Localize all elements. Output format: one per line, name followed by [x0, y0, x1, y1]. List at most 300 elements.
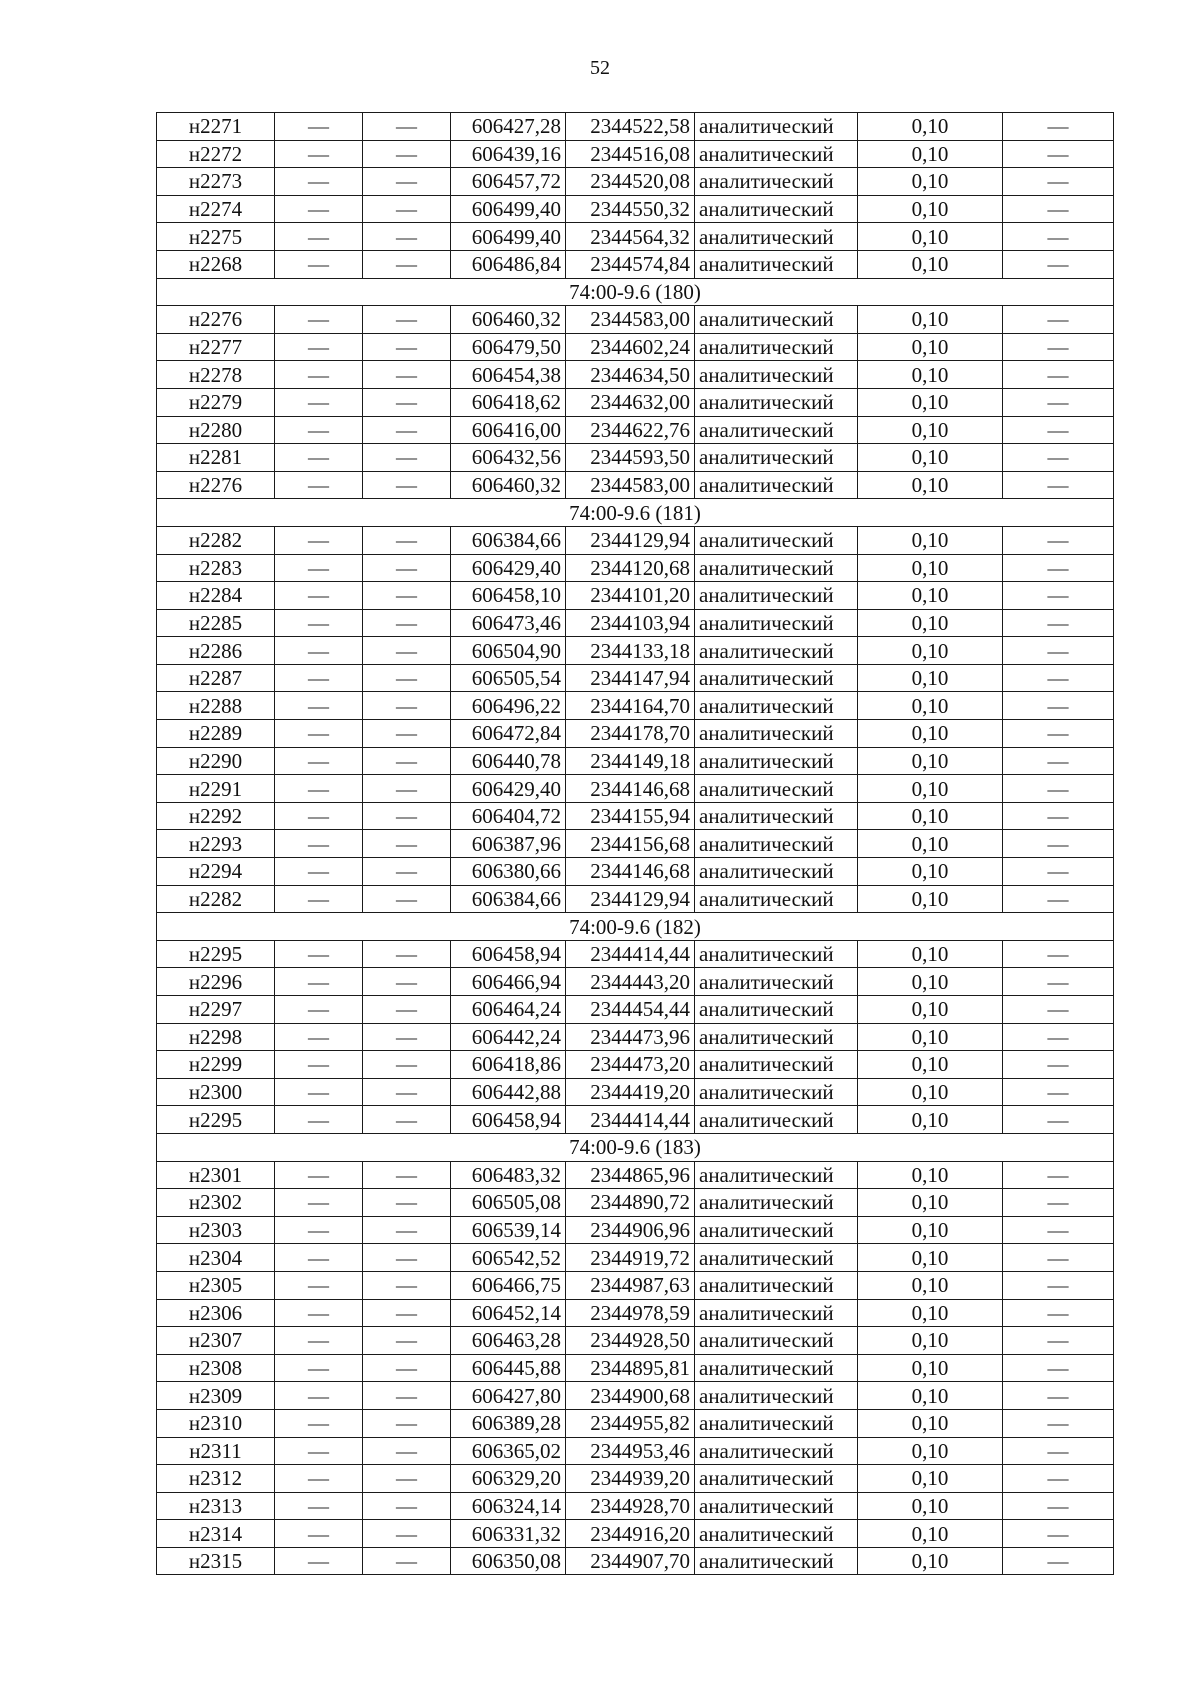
table-row — [157, 637, 1114, 665]
point-name-cell: н2276 — [157, 306, 275, 334]
description-cell: — — [1003, 1409, 1114, 1437]
accuracy-cell: 0,10 — [858, 1189, 1003, 1217]
point-name-cell: н2300 — [157, 1078, 275, 1106]
method-cell: аналитический — [695, 168, 858, 196]
new-x-cell: 606365,02 — [451, 1437, 566, 1465]
new-y-cell: 2344550,32 — [566, 195, 695, 223]
old-y-cell: — — [363, 664, 451, 692]
point-name-cell: н2283 — [157, 554, 275, 582]
new-y-cell: 2344443,20 — [566, 968, 695, 996]
accuracy-cell: 0,10 — [858, 609, 1003, 637]
new-x-cell: 606483,32 — [451, 1161, 566, 1189]
point-name-cell: н2298 — [157, 1023, 275, 1051]
old-x-cell: — — [275, 250, 363, 278]
method-cell: аналитический — [695, 720, 858, 748]
new-x-cell: 606350,08 — [451, 1547, 566, 1575]
table-row — [157, 1437, 1114, 1465]
description-cell: — — [1003, 1216, 1114, 1244]
table-row — [157, 747, 1114, 775]
old-x-cell: — — [275, 1547, 363, 1575]
new-x-cell: 606384,66 — [451, 526, 566, 554]
accuracy-cell: 0,10 — [858, 1051, 1003, 1079]
method-cell: аналитический — [695, 223, 858, 251]
old-y-cell: — — [363, 1492, 451, 1520]
description-cell: — — [1003, 692, 1114, 720]
point-name-cell: н2294 — [157, 858, 275, 886]
method-cell: аналитический — [695, 306, 858, 334]
point-name-cell: н2290 — [157, 747, 275, 775]
point-name-cell: н2293 — [157, 830, 275, 858]
table-row — [157, 1465, 1114, 1493]
new-x-cell: 606418,62 — [451, 388, 566, 416]
description-cell: — — [1003, 113, 1114, 141]
table-row — [157, 609, 1114, 637]
new-y-cell: 2344953,46 — [566, 1437, 695, 1465]
point-name-cell: н2281 — [157, 444, 275, 472]
point-name-cell: н2299 — [157, 1051, 275, 1079]
new-y-cell: 2344155,94 — [566, 802, 695, 830]
accuracy-cell: 0,10 — [858, 940, 1003, 968]
old-x-cell: — — [275, 664, 363, 692]
method-cell: аналитический — [695, 1161, 858, 1189]
description-cell: — — [1003, 223, 1114, 251]
new-y-cell: 2344574,84 — [566, 250, 695, 278]
description-cell: — — [1003, 858, 1114, 886]
new-x-cell: 606442,88 — [451, 1078, 566, 1106]
old-y-cell: — — [363, 306, 451, 334]
accuracy-cell: 0,10 — [858, 775, 1003, 803]
new-x-cell: 606463,28 — [451, 1327, 566, 1355]
method-cell: аналитический — [695, 1547, 858, 1575]
accuracy-cell: 0,10 — [858, 1271, 1003, 1299]
new-y-cell: 2344907,70 — [566, 1547, 695, 1575]
old-x-cell: — — [275, 1189, 363, 1217]
old-y-cell: — — [363, 1106, 451, 1134]
old-y-cell: — — [363, 968, 451, 996]
new-x-cell: 606466,94 — [451, 968, 566, 996]
old-x-cell: — — [275, 1051, 363, 1079]
old-y-cell: — — [363, 802, 451, 830]
new-y-cell: 2344906,96 — [566, 1216, 695, 1244]
table-row — [157, 168, 1114, 196]
old-x-cell: — — [275, 582, 363, 610]
table-row — [157, 444, 1114, 472]
method-cell: аналитический — [695, 692, 858, 720]
new-y-cell: 2344414,44 — [566, 940, 695, 968]
new-y-cell: 2344419,20 — [566, 1078, 695, 1106]
new-x-cell: 606416,00 — [451, 416, 566, 444]
new-x-cell: 606505,54 — [451, 664, 566, 692]
table-body — [157, 113, 1114, 1575]
new-y-cell: 2344593,50 — [566, 444, 695, 472]
old-x-cell: — — [275, 1244, 363, 1272]
old-y-cell: — — [363, 416, 451, 444]
new-y-cell: 2344895,81 — [566, 1354, 695, 1382]
description-cell: — — [1003, 250, 1114, 278]
old-x-cell: — — [275, 802, 363, 830]
old-x-cell: — — [275, 1520, 363, 1548]
point-name-cell: н2308 — [157, 1354, 275, 1382]
point-name-cell: н2286 — [157, 637, 275, 665]
accuracy-cell: 0,10 — [858, 1106, 1003, 1134]
accuracy-cell: 0,10 — [858, 1161, 1003, 1189]
old-y-cell: — — [363, 1547, 451, 1575]
table-row — [157, 1492, 1114, 1520]
old-x-cell: — — [275, 940, 363, 968]
point-name-cell: н2288 — [157, 692, 275, 720]
new-y-cell: 2344149,18 — [566, 747, 695, 775]
new-x-cell: 606429,40 — [451, 554, 566, 582]
accuracy-cell: 0,10 — [858, 1244, 1003, 1272]
method-cell: аналитический — [695, 1492, 858, 1520]
old-x-cell: — — [275, 361, 363, 389]
description-cell: — — [1003, 1492, 1114, 1520]
description-cell: — — [1003, 1078, 1114, 1106]
cadastral-section-label: 74:00-9.6 (181) — [157, 499, 1114, 527]
old-y-cell: — — [363, 582, 451, 610]
method-cell: аналитический — [695, 664, 858, 692]
table-row — [157, 1161, 1114, 1189]
point-name-cell: н2268 — [157, 250, 275, 278]
method-cell: аналитический — [695, 388, 858, 416]
new-y-cell: 2344583,00 — [566, 306, 695, 334]
old-y-cell: — — [363, 1520, 451, 1548]
new-y-cell: 2344178,70 — [566, 720, 695, 748]
new-y-cell: 2344602,24 — [566, 333, 695, 361]
description-cell: — — [1003, 388, 1114, 416]
old-y-cell: — — [363, 858, 451, 886]
old-y-cell: — — [363, 609, 451, 637]
accuracy-cell: 0,10 — [858, 1354, 1003, 1382]
accuracy-cell: 0,10 — [858, 361, 1003, 389]
description-cell: — — [1003, 885, 1114, 913]
page-number: 52 — [590, 57, 610, 79]
accuracy-cell: 0,10 — [858, 526, 1003, 554]
old-x-cell: — — [275, 1492, 363, 1520]
new-y-cell: 2344146,68 — [566, 858, 695, 886]
old-x-cell: — — [275, 223, 363, 251]
old-y-cell: — — [363, 1051, 451, 1079]
table-row — [157, 1078, 1114, 1106]
point-name-cell: н2297 — [157, 996, 275, 1024]
new-x-cell: 606466,75 — [451, 1271, 566, 1299]
new-x-cell: 606505,08 — [451, 1189, 566, 1217]
old-x-cell: — — [275, 1023, 363, 1051]
method-cell: аналитический — [695, 775, 858, 803]
description-cell: — — [1003, 1437, 1114, 1465]
old-y-cell: — — [363, 637, 451, 665]
accuracy-cell: 0,10 — [858, 1437, 1003, 1465]
section-header-row — [157, 278, 1114, 306]
table-row — [157, 775, 1114, 803]
table-row — [157, 1189, 1114, 1217]
point-name-cell: н2295 — [157, 940, 275, 968]
old-y-cell: — — [363, 1161, 451, 1189]
table-row — [157, 526, 1114, 554]
accuracy-cell: 0,10 — [858, 444, 1003, 472]
point-name-cell: н2278 — [157, 361, 275, 389]
method-cell: аналитический — [695, 113, 858, 141]
table-row — [157, 140, 1114, 168]
accuracy-cell: 0,10 — [858, 637, 1003, 665]
old-x-cell: — — [275, 1271, 363, 1299]
description-cell: — — [1003, 1382, 1114, 1410]
table-row — [157, 1299, 1114, 1327]
old-x-cell: — — [275, 968, 363, 996]
table-row — [157, 223, 1114, 251]
accuracy-cell: 0,10 — [858, 195, 1003, 223]
method-cell: аналитический — [695, 554, 858, 582]
new-x-cell: 606427,28 — [451, 113, 566, 141]
description-cell: — — [1003, 940, 1114, 968]
new-x-cell: 606479,50 — [451, 333, 566, 361]
accuracy-cell: 0,10 — [858, 1078, 1003, 1106]
new-x-cell: 606329,20 — [451, 1465, 566, 1493]
table-row — [157, 664, 1114, 692]
new-x-cell: 606452,14 — [451, 1299, 566, 1327]
table-row — [157, 692, 1114, 720]
old-y-cell: — — [363, 720, 451, 748]
accuracy-cell: 0,10 — [858, 720, 1003, 748]
accuracy-cell: 0,10 — [858, 885, 1003, 913]
old-x-cell: — — [275, 1161, 363, 1189]
description-cell: — — [1003, 471, 1114, 499]
table-row — [157, 306, 1114, 334]
new-y-cell: 2344101,20 — [566, 582, 695, 610]
accuracy-cell: 0,10 — [858, 692, 1003, 720]
accuracy-cell: 0,10 — [858, 471, 1003, 499]
coordinates-table — [156, 112, 1114, 1575]
section-header-row — [157, 499, 1114, 527]
new-x-cell: 606429,40 — [451, 775, 566, 803]
table-row — [157, 1520, 1114, 1548]
accuracy-cell: 0,10 — [858, 333, 1003, 361]
table-row — [157, 968, 1114, 996]
old-x-cell: — — [275, 1354, 363, 1382]
table-row — [157, 361, 1114, 389]
point-name-cell: н2296 — [157, 968, 275, 996]
accuracy-cell: 0,10 — [858, 554, 1003, 582]
new-y-cell: 2344916,20 — [566, 1520, 695, 1548]
old-x-cell: — — [275, 720, 363, 748]
point-name-cell: н2305 — [157, 1271, 275, 1299]
new-y-cell: 2344133,18 — [566, 637, 695, 665]
point-name-cell: н2277 — [157, 333, 275, 361]
method-cell: аналитический — [695, 195, 858, 223]
old-y-cell: — — [363, 1216, 451, 1244]
new-x-cell: 606404,72 — [451, 802, 566, 830]
new-x-cell: 606460,32 — [451, 306, 566, 334]
table-row — [157, 1547, 1114, 1575]
point-name-cell: н2312 — [157, 1465, 275, 1493]
old-x-cell: — — [275, 1437, 363, 1465]
new-y-cell: 2344900,68 — [566, 1382, 695, 1410]
table-row — [157, 802, 1114, 830]
description-cell: — — [1003, 361, 1114, 389]
point-name-cell: н2314 — [157, 1520, 275, 1548]
old-y-cell: — — [363, 692, 451, 720]
description-cell: — — [1003, 996, 1114, 1024]
cadastral-section-label: 74:00-9.6 (182) — [157, 913, 1114, 941]
new-y-cell: 2344454,44 — [566, 996, 695, 1024]
new-y-cell: 2344147,94 — [566, 664, 695, 692]
method-cell: аналитический — [695, 1271, 858, 1299]
old-y-cell: — — [363, 775, 451, 803]
method-cell: аналитический — [695, 471, 858, 499]
table-row — [157, 1244, 1114, 1272]
old-y-cell: — — [363, 1382, 451, 1410]
point-name-cell: н2282 — [157, 526, 275, 554]
method-cell: аналитический — [695, 1078, 858, 1106]
point-name-cell: н2315 — [157, 1547, 275, 1575]
point-name-cell: н2274 — [157, 195, 275, 223]
new-y-cell: 2344583,00 — [566, 471, 695, 499]
new-x-cell: 606542,52 — [451, 1244, 566, 1272]
method-cell: аналитический — [695, 885, 858, 913]
method-cell: аналитический — [695, 1520, 858, 1548]
description-cell: — — [1003, 1161, 1114, 1189]
new-y-cell: 2344129,94 — [566, 885, 695, 913]
old-y-cell: — — [363, 830, 451, 858]
old-y-cell: — — [363, 526, 451, 554]
table-row — [157, 858, 1114, 886]
accuracy-cell: 0,10 — [858, 830, 1003, 858]
method-cell: аналитический — [695, 1244, 858, 1272]
old-y-cell: — — [363, 885, 451, 913]
table-row — [157, 195, 1114, 223]
description-cell: — — [1003, 1299, 1114, 1327]
point-name-cell: н2279 — [157, 388, 275, 416]
old-y-cell: — — [363, 1437, 451, 1465]
old-x-cell: — — [275, 1465, 363, 1493]
new-y-cell: 2344928,50 — [566, 1327, 695, 1355]
old-x-cell: — — [275, 747, 363, 775]
method-cell: аналитический — [695, 333, 858, 361]
point-name-cell: н2292 — [157, 802, 275, 830]
new-y-cell: 2344156,68 — [566, 830, 695, 858]
point-name-cell: н2291 — [157, 775, 275, 803]
new-y-cell: 2344928,70 — [566, 1492, 695, 1520]
new-y-cell: 2344520,08 — [566, 168, 695, 196]
table-row — [157, 554, 1114, 582]
description-cell: — — [1003, 333, 1114, 361]
table-row — [157, 1409, 1114, 1437]
accuracy-cell: 0,10 — [858, 168, 1003, 196]
description-cell: — — [1003, 637, 1114, 665]
point-name-cell: н2301 — [157, 1161, 275, 1189]
method-cell: аналитический — [695, 526, 858, 554]
old-y-cell: — — [363, 168, 451, 196]
new-x-cell: 606464,24 — [451, 996, 566, 1024]
table-row — [157, 1106, 1114, 1134]
method-cell: аналитический — [695, 1299, 858, 1327]
cadastral-section-label: 74:00-9.6 (180) — [157, 278, 1114, 306]
method-cell: аналитический — [695, 940, 858, 968]
new-y-cell: 2344632,00 — [566, 388, 695, 416]
table-row — [157, 1023, 1114, 1051]
old-x-cell: — — [275, 554, 363, 582]
new-y-cell: 2344978,59 — [566, 1299, 695, 1327]
table-row — [157, 333, 1114, 361]
method-cell: аналитический — [695, 140, 858, 168]
old-x-cell: — — [275, 830, 363, 858]
new-x-cell: 606460,32 — [451, 471, 566, 499]
point-name-cell: н2284 — [157, 582, 275, 610]
section-header-row — [157, 913, 1114, 941]
old-x-cell: — — [275, 775, 363, 803]
new-y-cell: 2344522,58 — [566, 113, 695, 141]
method-cell: аналитический — [695, 1327, 858, 1355]
old-y-cell: — — [363, 1023, 451, 1051]
new-y-cell: 2344622,76 — [566, 416, 695, 444]
description-cell: — — [1003, 830, 1114, 858]
point-name-cell: н2306 — [157, 1299, 275, 1327]
description-cell: — — [1003, 1051, 1114, 1079]
new-x-cell: 606440,78 — [451, 747, 566, 775]
accuracy-cell: 0,10 — [858, 664, 1003, 692]
old-y-cell: — — [363, 940, 451, 968]
description-cell: — — [1003, 306, 1114, 334]
method-cell: аналитический — [695, 858, 858, 886]
method-cell: аналитический — [695, 1382, 858, 1410]
point-name-cell: н2272 — [157, 140, 275, 168]
new-x-cell: 606331,32 — [451, 1520, 566, 1548]
accuracy-cell: 0,10 — [858, 388, 1003, 416]
method-cell: аналитический — [695, 1216, 858, 1244]
old-y-cell: — — [363, 361, 451, 389]
old-y-cell: — — [363, 1271, 451, 1299]
new-y-cell: 2344516,08 — [566, 140, 695, 168]
table-row — [157, 416, 1114, 444]
old-x-cell: — — [275, 526, 363, 554]
description-cell: — — [1003, 1354, 1114, 1382]
method-cell: аналитический — [695, 802, 858, 830]
point-name-cell: н2309 — [157, 1382, 275, 1410]
old-y-cell: — — [363, 333, 451, 361]
old-y-cell: — — [363, 747, 451, 775]
new-x-cell: 606427,80 — [451, 1382, 566, 1410]
method-cell: аналитический — [695, 1189, 858, 1217]
table-row — [157, 1051, 1114, 1079]
old-x-cell: — — [275, 885, 363, 913]
method-cell: аналитический — [695, 996, 858, 1024]
accuracy-cell: 0,10 — [858, 1520, 1003, 1548]
description-cell: — — [1003, 968, 1114, 996]
new-x-cell: 606458,94 — [451, 1106, 566, 1134]
description-cell: — — [1003, 1023, 1114, 1051]
old-x-cell: — — [275, 1382, 363, 1410]
accuracy-cell: 0,10 — [858, 1299, 1003, 1327]
new-x-cell: 606454,38 — [451, 361, 566, 389]
old-x-cell: — — [275, 1216, 363, 1244]
old-y-cell: — — [363, 223, 451, 251]
old-x-cell: — — [275, 113, 363, 141]
accuracy-cell: 0,10 — [858, 996, 1003, 1024]
accuracy-cell: 0,10 — [858, 250, 1003, 278]
method-cell: аналитический — [695, 830, 858, 858]
old-y-cell: — — [363, 388, 451, 416]
old-y-cell: — — [363, 1409, 451, 1437]
point-name-cell: н2310 — [157, 1409, 275, 1437]
old-y-cell: — — [363, 1299, 451, 1327]
new-x-cell: 606384,66 — [451, 885, 566, 913]
accuracy-cell: 0,10 — [858, 1382, 1003, 1410]
new-y-cell: 2344146,68 — [566, 775, 695, 803]
old-x-cell: — — [275, 140, 363, 168]
method-cell: аналитический — [695, 1465, 858, 1493]
old-x-cell: — — [275, 444, 363, 472]
accuracy-cell: 0,10 — [858, 113, 1003, 141]
